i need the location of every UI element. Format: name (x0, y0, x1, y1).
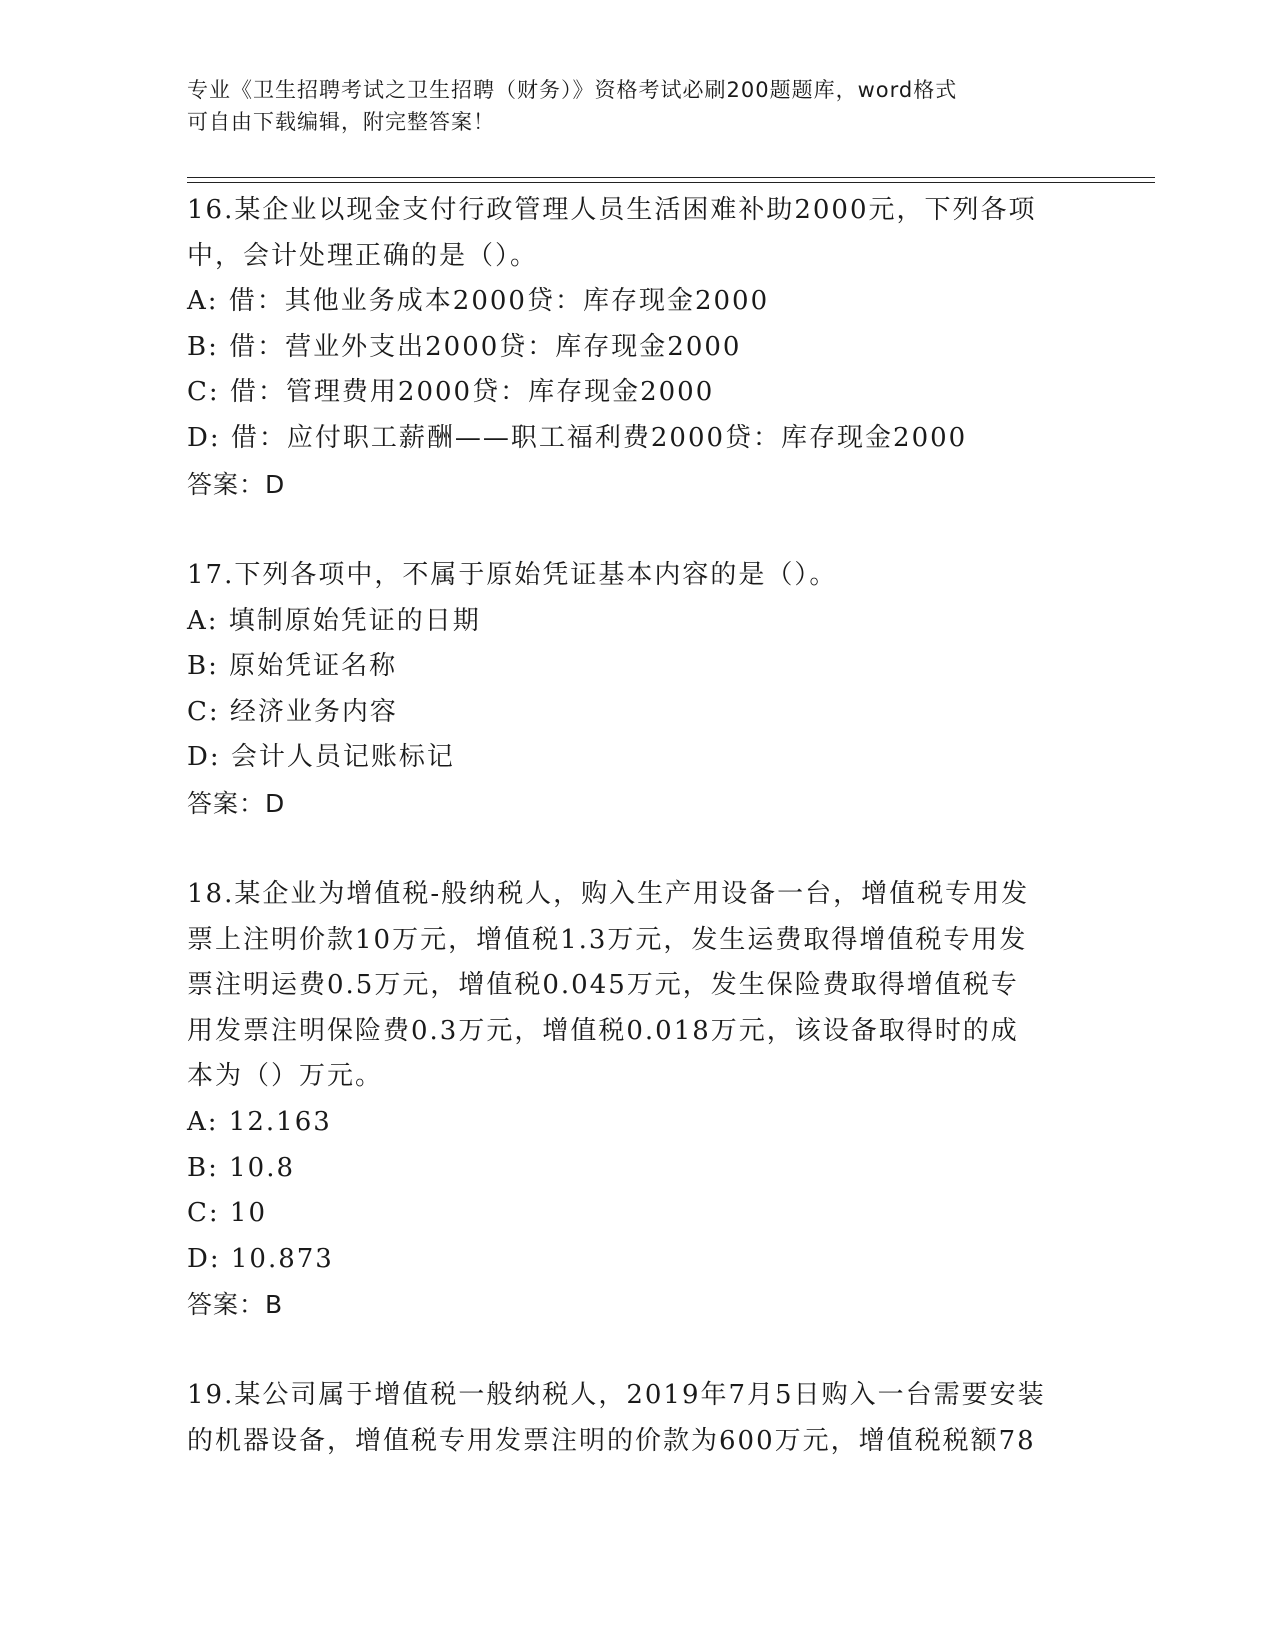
question-16 (187, 188, 1087, 507)
question-stem-line: 票注明运费0.5万元，增值税0.045万元，发生保险费取得增值税专 (187, 970, 1019, 1001)
option-c: C: 借：管理费用2000贷：库存现金2000 (187, 377, 715, 408)
question-stem-line: 的机器设备，增值税专用发票注明的价款为600万元，增值税税额78 (187, 1425, 1036, 1456)
question-stem-line: 票上注明价款10万元，增值税1.3万元，发生运费取得增值税专用发 (187, 924, 1028, 955)
question-stem-line: 16.某企业以现金支付行政管理人员生活困难补助2000元，下列各项 (187, 195, 1037, 225)
answer: 答案：D (187, 469, 286, 499)
option-a: A: 12.163 (187, 1106, 332, 1137)
option-d: D: 借：应付职工薪酬——职工福利费2000贷：库存现金2000 (187, 422, 968, 453)
question-stem-line: 17.下列各项中，不属于原始凭证基本内容的是（）。 (187, 560, 838, 590)
answer: 答案：D (187, 788, 286, 818)
header-line-2: 可自由下载编辑，附完整答案！ (187, 110, 495, 134)
option-a: A: 填制原始凭证的日期 (187, 605, 481, 636)
header-line-1: 专业《卫生招聘考试之卫生招聘（财务）》资格考试必刷200题题库，word格式 (187, 78, 958, 102)
option-d: D: 10.873 (187, 1243, 334, 1274)
question-stem-line: 18.某企业为增值税-般纳税人，购入生产用设备一台，增值税专用发 (187, 879, 1030, 909)
option-d: D: 会计人员记账标记 (187, 742, 455, 773)
option-a: A: 借：其他业务成本2000贷：库存现金2000 (187, 286, 770, 317)
question-17 (187, 553, 1087, 827)
question-18 (187, 872, 1087, 1328)
question-stem-line: 用发票注明保险费0.3万元，增值税0.018万元，该设备取得时的成 (187, 1015, 1019, 1046)
answer: 答案：B (187, 1290, 284, 1320)
option-b: B: 原始凭证名称 (187, 651, 398, 682)
option-b: B: 10.8 (187, 1152, 296, 1183)
question-stem-line: 中，会计处理正确的是（）。 (187, 240, 539, 271)
question-19 (187, 1373, 1087, 1464)
header-divider-top (187, 177, 1155, 178)
question-stem-line: 本为（）万元。 (187, 1061, 384, 1092)
question-stem-line: 19.某公司属于增值税一般纳税人，2019年7月5日购入一台需要安装 (187, 1380, 1046, 1410)
option-c: C: 经济业务内容 (187, 696, 398, 727)
document-header (187, 74, 1067, 138)
option-b: B: 借：营业外支出2000贷：库存现金2000 (187, 331, 742, 362)
header-divider-bottom (187, 182, 1155, 183)
option-c: C: 10 (187, 1198, 268, 1229)
